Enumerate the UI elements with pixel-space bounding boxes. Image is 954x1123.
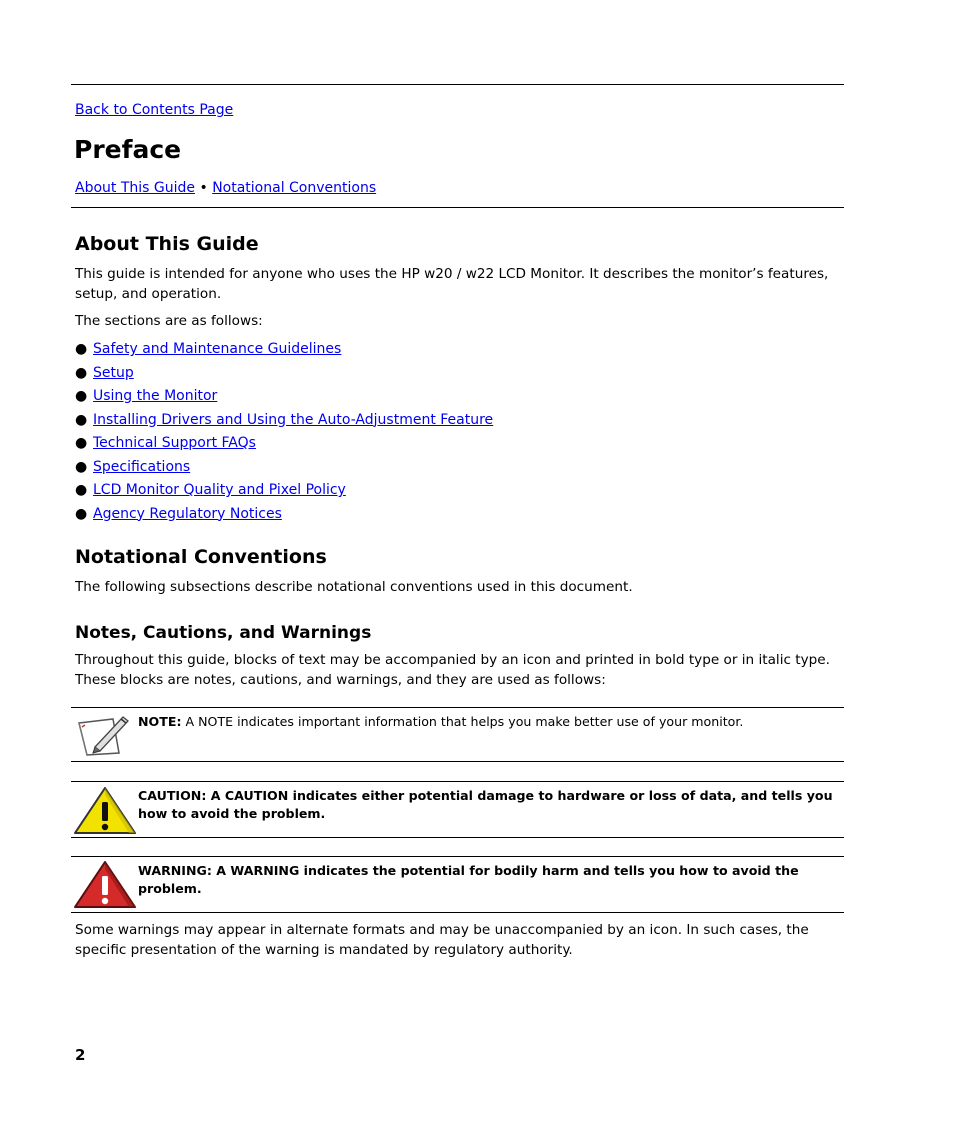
- bullet-icon: ●: [75, 458, 88, 475]
- note-pad-pencil-icon: [73, 711, 131, 763]
- nav-separator: •: [199, 180, 208, 196]
- note-body: A NOTE indicates important information that helps you make better use of your monitor.: [185, 714, 744, 729]
- bullet-icon: ●: [75, 388, 88, 404]
- red-warning-triangle-icon: [73, 859, 137, 913]
- bullet-icon: ●: [75, 482, 88, 498]
- link-pixel-policy[interactable]: LCD Monitor Quality and Pixel Policy: [93, 482, 346, 498]
- list-item: [75, 480, 493, 504]
- note-label: NOTE:: [138, 714, 182, 729]
- yellow-warning-triangle-icon: [73, 785, 137, 839]
- bullet-icon: ●: [75, 364, 88, 381]
- about-heading: About This Guide: [75, 233, 259, 255]
- bullet-icon: ●: [75, 411, 88, 428]
- note-bottom-divider: [71, 761, 844, 762]
- list-item: [75, 386, 493, 410]
- bullet-icon: ●: [75, 341, 88, 357]
- link-regulatory[interactable]: Agency Regulatory Notices: [93, 505, 282, 522]
- notes-subheading: Notes, Cautions, and Warnings: [75, 623, 372, 643]
- bullet-icon: ●: [75, 435, 88, 451]
- warning-text: WARNING: A WARNING indicates the potential for bodily harm and tells you how to avoid the problem.: [138, 863, 799, 896]
- list-item: [75, 504, 493, 528]
- link-safety[interactable]: Safety and Maintenance Guidelines: [93, 341, 342, 357]
- sections-list: [75, 339, 493, 527]
- list-item: [75, 339, 493, 363]
- link-support-faqs[interactable]: Technical Support FAQs: [93, 435, 256, 451]
- page-title: Preface: [74, 135, 182, 164]
- sections-intro: The sections are as follows:: [75, 313, 263, 329]
- back-to-contents-link[interactable]: Back to Contents Page: [75, 102, 234, 118]
- conventions-intro: The following subsections describe notational conventions used in this document.: [75, 579, 633, 595]
- list-item: [75, 433, 493, 457]
- closing-paragraph: Some warnings may appear in alternate formats and may be unaccompanied by an icon. In such cases, the specific presentation of the warning is mandated by regulatory authority.: [75, 922, 809, 958]
- list-item: [75, 457, 493, 481]
- header-divider: [71, 207, 844, 208]
- section-nav: [75, 179, 376, 197]
- list-item: [75, 363, 493, 387]
- nav-link-about[interactable]: About This Guide: [75, 180, 196, 196]
- nav-link-conventions[interactable]: Notational Conventions: [212, 180, 377, 196]
- about-intro: This guide is intended for anyone who uses the HP w20 / w22 LCD Monitor. It describes the monitor’s features, setup, and operation.: [75, 266, 829, 302]
- page-number: 2: [75, 1046, 86, 1064]
- note-text: [138, 713, 838, 731]
- caution-bottom-divider: [71, 837, 844, 838]
- top-divider: [71, 84, 844, 85]
- notes-intro: Throughout this guide, blocks of text may be accompanied by an icon and printed in bold type or in italic type. These blocks are notes, cautions, and warnings, and they are used as follows:: [75, 652, 830, 688]
- warning-bottom-divider: [71, 912, 844, 913]
- link-setup[interactable]: Setup: [93, 364, 134, 381]
- note-block: [71, 708, 844, 762]
- warning-block: [71, 857, 844, 912]
- link-installing-drivers[interactable]: Installing Drivers and Using the Auto-Adjustment Feature: [93, 411, 494, 428]
- conventions-heading: Notational Conventions: [75, 546, 327, 568]
- caution-block: [71, 782, 844, 837]
- link-using-monitor[interactable]: Using the Monitor: [93, 388, 218, 404]
- bullet-icon: ●: [75, 505, 88, 522]
- caution-text: CAUTION: A CAUTION indicates either potential damage to hardware or loss of data, and tells you how to avoid the problem.: [138, 788, 833, 821]
- link-specifications[interactable]: Specifications: [93, 458, 191, 475]
- list-item: [75, 410, 493, 434]
